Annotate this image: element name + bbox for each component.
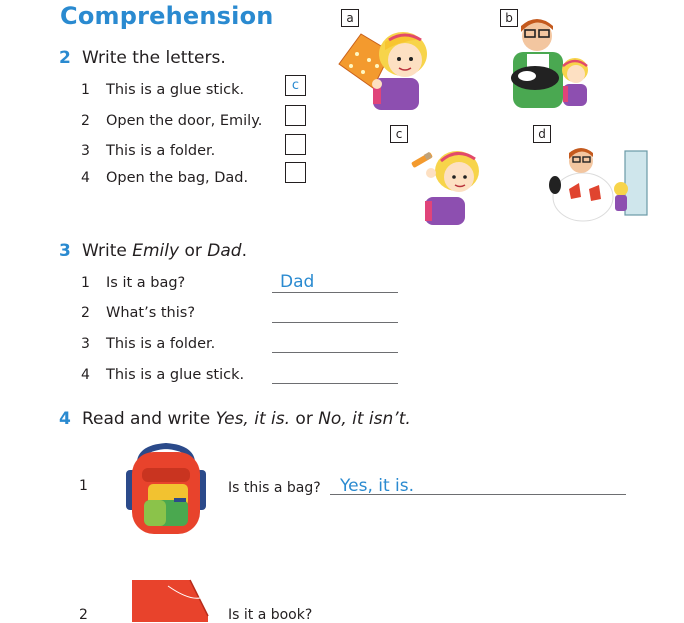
s3-item-1-answer-line[interactable] <box>272 292 398 293</box>
s3-item-4-number: 4 <box>81 367 90 383</box>
red-folder-picture <box>128 576 212 622</box>
s2-item-1-text: This is a glue stick. <box>106 82 245 98</box>
s2-item-1-number: 1 <box>81 82 90 98</box>
s2-item-4-number: 4 <box>81 170 90 186</box>
s3-item-2-text: What’s this? <box>106 305 196 321</box>
s2-item-2-number: 2 <box>81 113 90 129</box>
s3-item-1-answer[interactable]: Dad <box>280 272 315 292</box>
s3-item-2-answer-line[interactable] <box>272 322 398 323</box>
illustration-dad-at-door <box>547 145 651 227</box>
s2-item-2-text: Open the door, Emily. <box>106 113 263 129</box>
section-4-number: 4 <box>59 409 71 429</box>
s2-item-3-answer-box[interactable] <box>285 134 306 155</box>
s2-item-3-number: 3 <box>81 143 90 159</box>
section-4-title-yes: Yes, it is. <box>215 409 291 429</box>
s3-item-3-number: 3 <box>81 336 90 352</box>
section-4-title-or: or <box>290 409 319 429</box>
s4-item-1-question: Is this a bag? <box>228 480 321 496</box>
section-3-number: 3 <box>59 241 71 261</box>
s2-item-4-answer-box[interactable] <box>285 162 306 183</box>
s2-item-4-text: Open the bag, Dad. <box>106 170 249 186</box>
s4-item-1-answer-line[interactable] <box>330 494 626 495</box>
s2-item-1-answer-box[interactable]: c <box>285 75 306 96</box>
section-4-title-pre: Read and write <box>81 409 216 429</box>
s3-item-3-answer-line[interactable] <box>272 352 398 353</box>
s2-item-3-text: This is a folder. <box>106 143 216 159</box>
backpack-picture <box>118 440 214 536</box>
section-4-heading <box>59 409 411 429</box>
s3-item-4-text: This is a glue stick. <box>106 367 245 383</box>
picture-label-d: d <box>533 125 551 143</box>
s3-item-1-number: 1 <box>81 275 90 291</box>
illustration-girl-with-glue-stick <box>405 145 485 225</box>
s4-item-2-number: 2 <box>79 607 88 623</box>
section-3-title-or: or <box>179 241 208 261</box>
section-2-heading <box>59 48 226 68</box>
picture-label-a: a <box>341 9 359 27</box>
picture-label-c: c <box>390 125 408 143</box>
section-3-heading <box>59 241 247 261</box>
picture-label-b: b <box>500 9 518 27</box>
s3-item-2-number: 2 <box>81 305 90 321</box>
section-4-title-no: No, it isn’t. <box>318 409 411 429</box>
section-3-title-dad: Dad <box>207 241 242 261</box>
page-title: Comprehension <box>60 2 274 30</box>
s3-item-4-answer-line[interactable] <box>272 383 398 384</box>
s3-item-1-text: Is it a bag? <box>106 275 186 291</box>
s3-item-3-text: This is a folder. <box>106 336 216 352</box>
s4-item-1-number: 1 <box>79 478 88 494</box>
section-2-title: Write the letters. <box>81 48 226 68</box>
illustration-dad-with-bag <box>497 14 609 112</box>
illustration-girl-with-folder <box>333 26 443 112</box>
section-3-title-end: . <box>241 241 247 261</box>
s4-item-1-answer[interactable]: Yes, it is. <box>340 476 415 496</box>
s2-item-2-answer-box[interactable] <box>285 105 306 126</box>
section-2-number: 2 <box>59 48 71 68</box>
section-3-title-pre: Write <box>81 241 133 261</box>
s4-item-2-question: Is it a book? <box>228 607 313 623</box>
section-3-title-emily: Emily <box>132 241 180 261</box>
